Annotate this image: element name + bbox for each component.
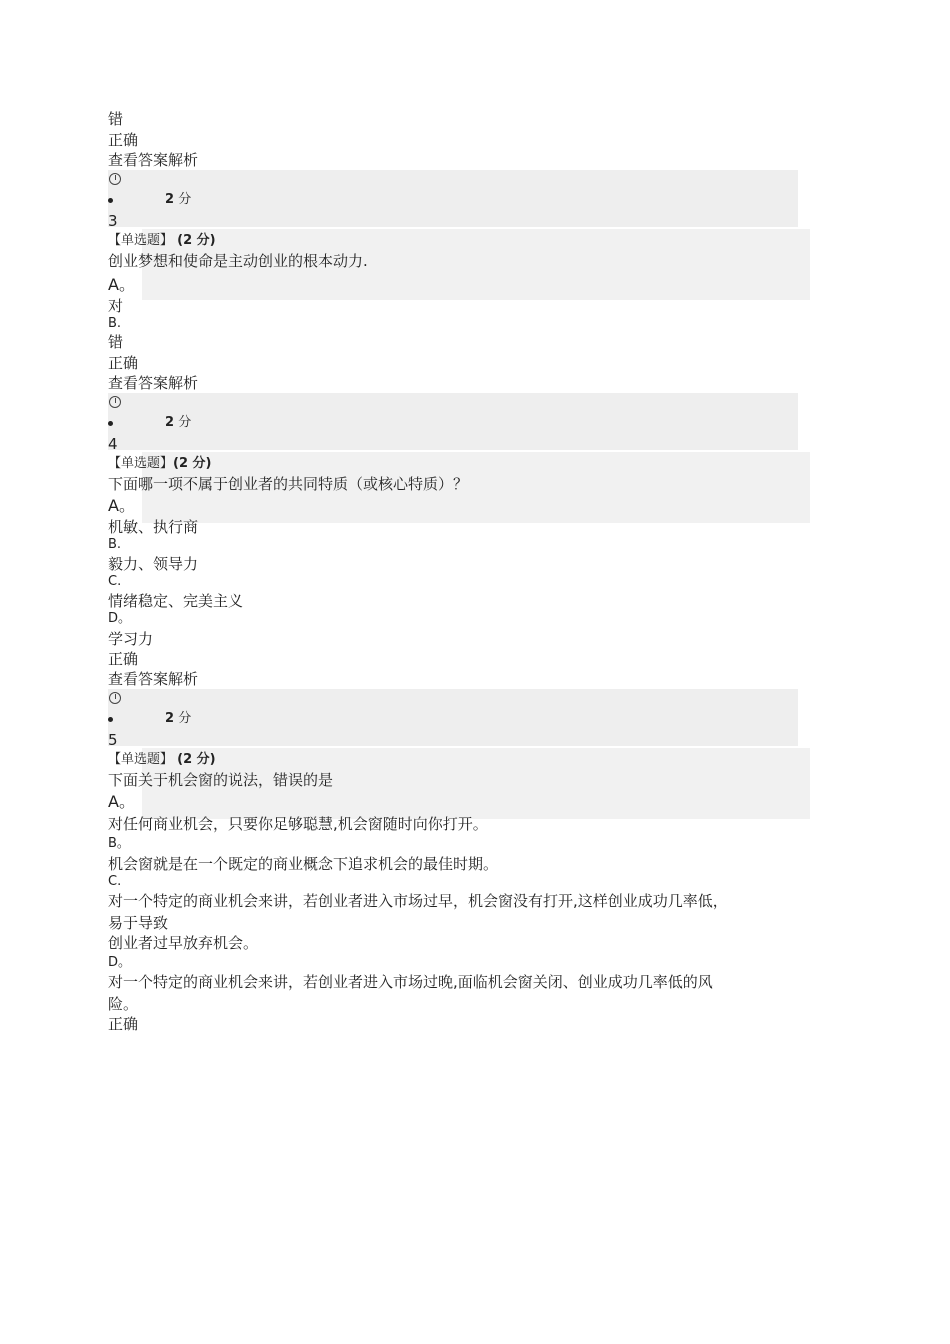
q5-option-c-letter[interactable]: C. xyxy=(108,874,122,889)
q4-option-d-text[interactable]: 学习力 xyxy=(108,630,154,648)
q5-option-c-text-line1[interactable]: 对一个特定的商业机会来讲，若创业者进入市场过早，机会窗没有打开,这样创业成功几率低， xyxy=(108,892,728,910)
q5-option-d-letter[interactable]: D。 xyxy=(108,955,132,970)
q4-option-d-letter[interactable]: D。 xyxy=(108,611,132,626)
q5-question: 下面关于机会窗的说法，错误的是 xyxy=(108,771,334,789)
q5-option-c-text-line3[interactable]: 创业者过早放弃机会。 xyxy=(108,934,259,952)
q3-number: 3 xyxy=(108,212,118,230)
bullet-icon xyxy=(108,717,113,722)
q3-score xyxy=(165,191,191,209)
q5-option-d-text-line1[interactable]: 对一个特定的商业机会来讲，若创业者进入市场过晚,面临机会窗关闭、创业成功几率低的风 xyxy=(108,973,713,991)
q4-option-a-letter[interactable]: A。 xyxy=(108,496,135,515)
q4-number: 4 xyxy=(108,435,118,453)
q4-score-unit: 分 xyxy=(178,415,192,430)
q5-score-band xyxy=(108,689,798,746)
q5-option-d-text-line2[interactable]: 险。 xyxy=(108,995,139,1013)
q3-score-band xyxy=(108,170,798,227)
q5-type: 【单选题】 xyxy=(108,752,174,767)
q4-score-num: 2 xyxy=(165,415,175,430)
q4-option-a-text[interactable]: 机敏、执行商 xyxy=(108,518,199,536)
q3-type: 【单选题】 xyxy=(108,233,174,248)
q5-header xyxy=(108,751,216,769)
q3-score-unit: 分 xyxy=(178,192,192,207)
q5-score-num: 2 xyxy=(165,711,175,726)
clock-icon xyxy=(109,692,121,704)
q4-score-band xyxy=(108,393,798,450)
top-option-b-text: 错 xyxy=(108,110,124,128)
q5-number: 5 xyxy=(108,731,118,749)
q3-points: (2 分) xyxy=(177,233,216,248)
q5-option-b-letter[interactable]: B。 xyxy=(108,836,130,851)
q3-result: 正确 xyxy=(108,354,139,372)
q5-score xyxy=(165,710,191,728)
q3-score-num: 2 xyxy=(165,192,175,207)
q4-option-b-text[interactable]: 毅力、领导力 xyxy=(108,555,199,573)
q3-option-b-letter[interactable]: B. xyxy=(108,316,122,331)
q3-option-a-letter[interactable]: A。 xyxy=(108,275,135,294)
q5-points: (2 分) xyxy=(177,752,216,767)
q5-score-unit: 分 xyxy=(178,711,192,726)
q4-view-answer-link[interactable]: 查看答案解析 xyxy=(108,670,199,688)
top-view-answer-link[interactable]: 查看答案解析 xyxy=(108,151,199,169)
bullet-icon xyxy=(108,421,113,426)
q3-header xyxy=(108,232,216,250)
q4-option-c-letter[interactable]: C. xyxy=(108,574,122,589)
q4-points: (2 分) xyxy=(173,456,212,471)
q3-view-answer-link[interactable]: 查看答案解析 xyxy=(108,374,199,392)
q5-option-b-text[interactable]: 机会窗就是在一个既定的商业概念下追求机会的最佳时期。 xyxy=(108,855,499,873)
q4-option-b-letter[interactable]: B. xyxy=(108,537,122,552)
top-result: 正确 xyxy=(108,131,139,149)
q3-question: 创业梦想和使命是主动创业的根本动力. xyxy=(108,252,368,270)
clock-icon xyxy=(109,396,121,408)
q5-option-a-letter[interactable]: A。 xyxy=(108,792,135,811)
q4-question: 下面哪一项不属于创业者的共同特质（或核心特质）？ xyxy=(108,475,469,493)
q5-option-a-text[interactable]: 对任何商业机会，只要你足够聪慧,机会窗随时向你打开。 xyxy=(108,815,488,833)
q3-option-a-text[interactable]: 对 xyxy=(108,297,124,315)
q5-result: 正确 xyxy=(108,1015,139,1033)
q4-type: 【单选题】 xyxy=(108,456,174,471)
clock-icon xyxy=(109,173,121,185)
q3-option-b-text[interactable]: 错 xyxy=(108,333,124,351)
q4-result: 正确 xyxy=(108,650,139,668)
q5-option-c-text-line2[interactable]: 易于导致 xyxy=(108,914,169,932)
q4-header xyxy=(108,455,211,473)
bullet-icon xyxy=(108,198,113,203)
q4-option-c-text[interactable]: 情绪稳定、完美主义 xyxy=(108,592,244,610)
q4-score xyxy=(165,414,191,432)
